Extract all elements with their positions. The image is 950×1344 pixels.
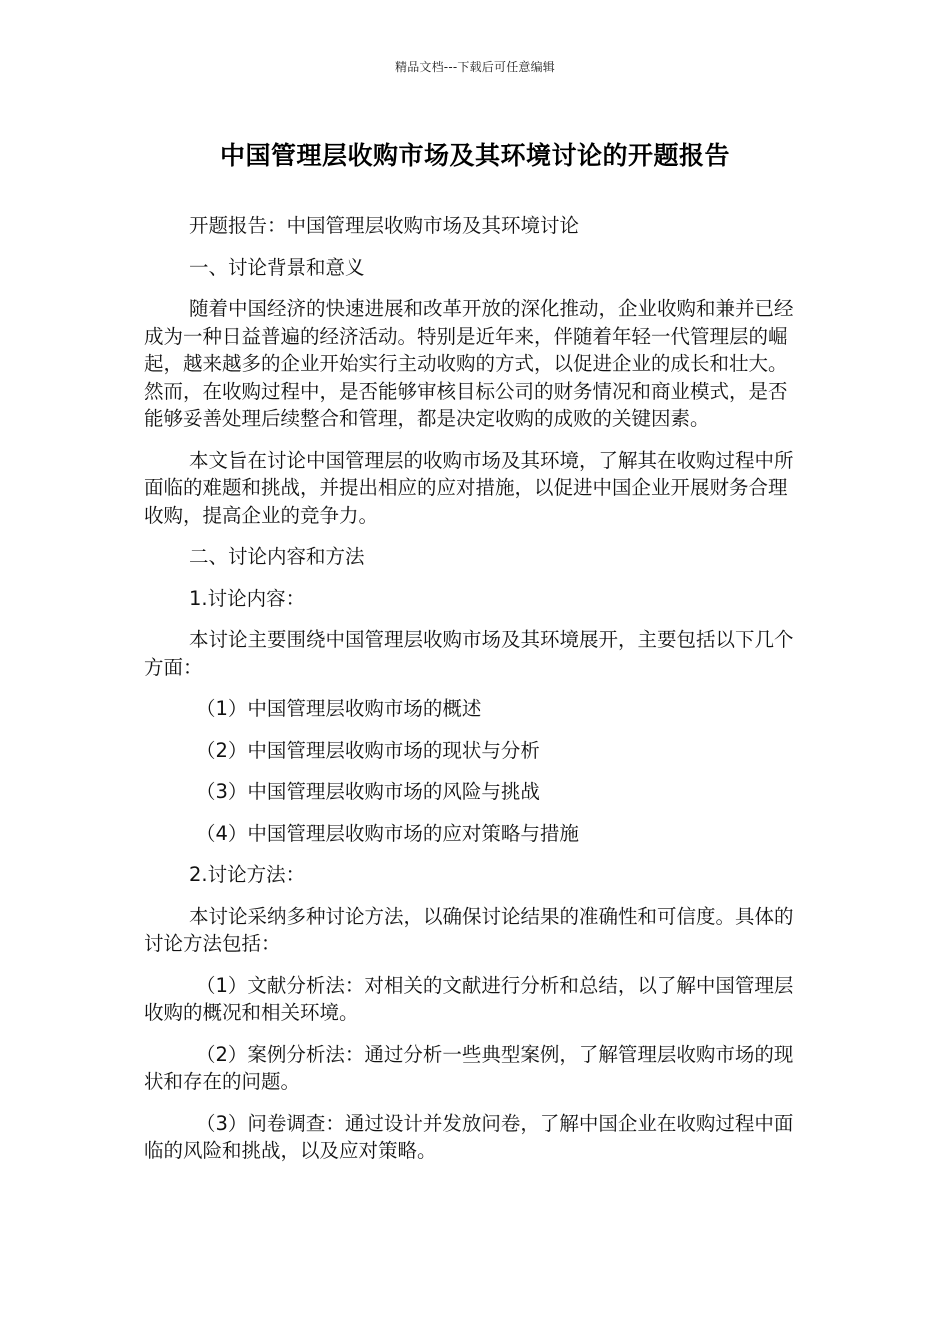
method-item: （1）文献分析法：对相关的文献进行分析和总结，以了解中国管理层收购的概况和相关环境。 [144,973,794,1024]
method-item: （2）案例分析法：通过分析一些典型案例，了解管理层收购市场的现状和存在的问题。 [144,1042,794,1093]
section-heading-background: 一、讨论背景和意义 [189,255,365,279]
document-body [144,212,804,1179]
paragraph-purpose: 本文旨在讨论中国管理层的收购市场及其环境，了解其在收购过程中所面临的难题和挑战，并提出相应的应对措施，以促进中国企业开展财务合理收购，提高企业的竞争力。 [144,448,794,527]
list-item: （2）中国管理层收购市场的现状与分析 [196,738,540,762]
list-item: （3）中国管理层收购市场的风险与挑战 [196,780,540,803]
section-heading-content-method: 二、讨论内容和方法 [189,545,365,568]
subheading-method: 2.讨论方法： [189,863,306,886]
paragraph-method-intro: 本讨论采纳多种讨论方法，以确保讨论结果的准确性和可信度。具体的讨论方法包括： [144,904,794,955]
paragraph-background: 随着中国经济的快速进展和改革开放的深化推动，企业收购和兼并已经成为一种日益普遍的经济活动。特别是近年来，伴随着年轻一代管理层的崛起，越来越多的企业开始实行主动收购的方式，以促进企业的成长和壮大。然而，在收购过程中，是否能够审核目标公司的财务情况和商业模式，是否能够妥善处理后续整合和管理，都是决定收购的成败的关键因素。 [144,297,794,430]
header-note: 精品文档---下载后可任意编辑 [395,60,555,74]
method-item: （3）问卷调查：通过设计并发放问卷，了解中国企业在收购过程中面临的风险和挑战，以及应对策略。 [144,1111,794,1162]
paragraph-content-intro: 本讨论主要围绕中国管理层收购市场及其环境展开，主要包括以下几个方面： [144,628,794,679]
list-item: （4）中国管理层收购市场的应对策略与措施 [196,821,579,845]
document-title: 中国管理层收购市场及其环境讨论的开题报告 [219,141,730,170]
list-item: （1）中国管理层收购市场的概述 [196,697,482,720]
report-subtitle: 开题报告：中国管理层收购市场及其环境讨论 [189,214,580,237]
subheading-content: 1.讨论内容： [189,586,306,610]
